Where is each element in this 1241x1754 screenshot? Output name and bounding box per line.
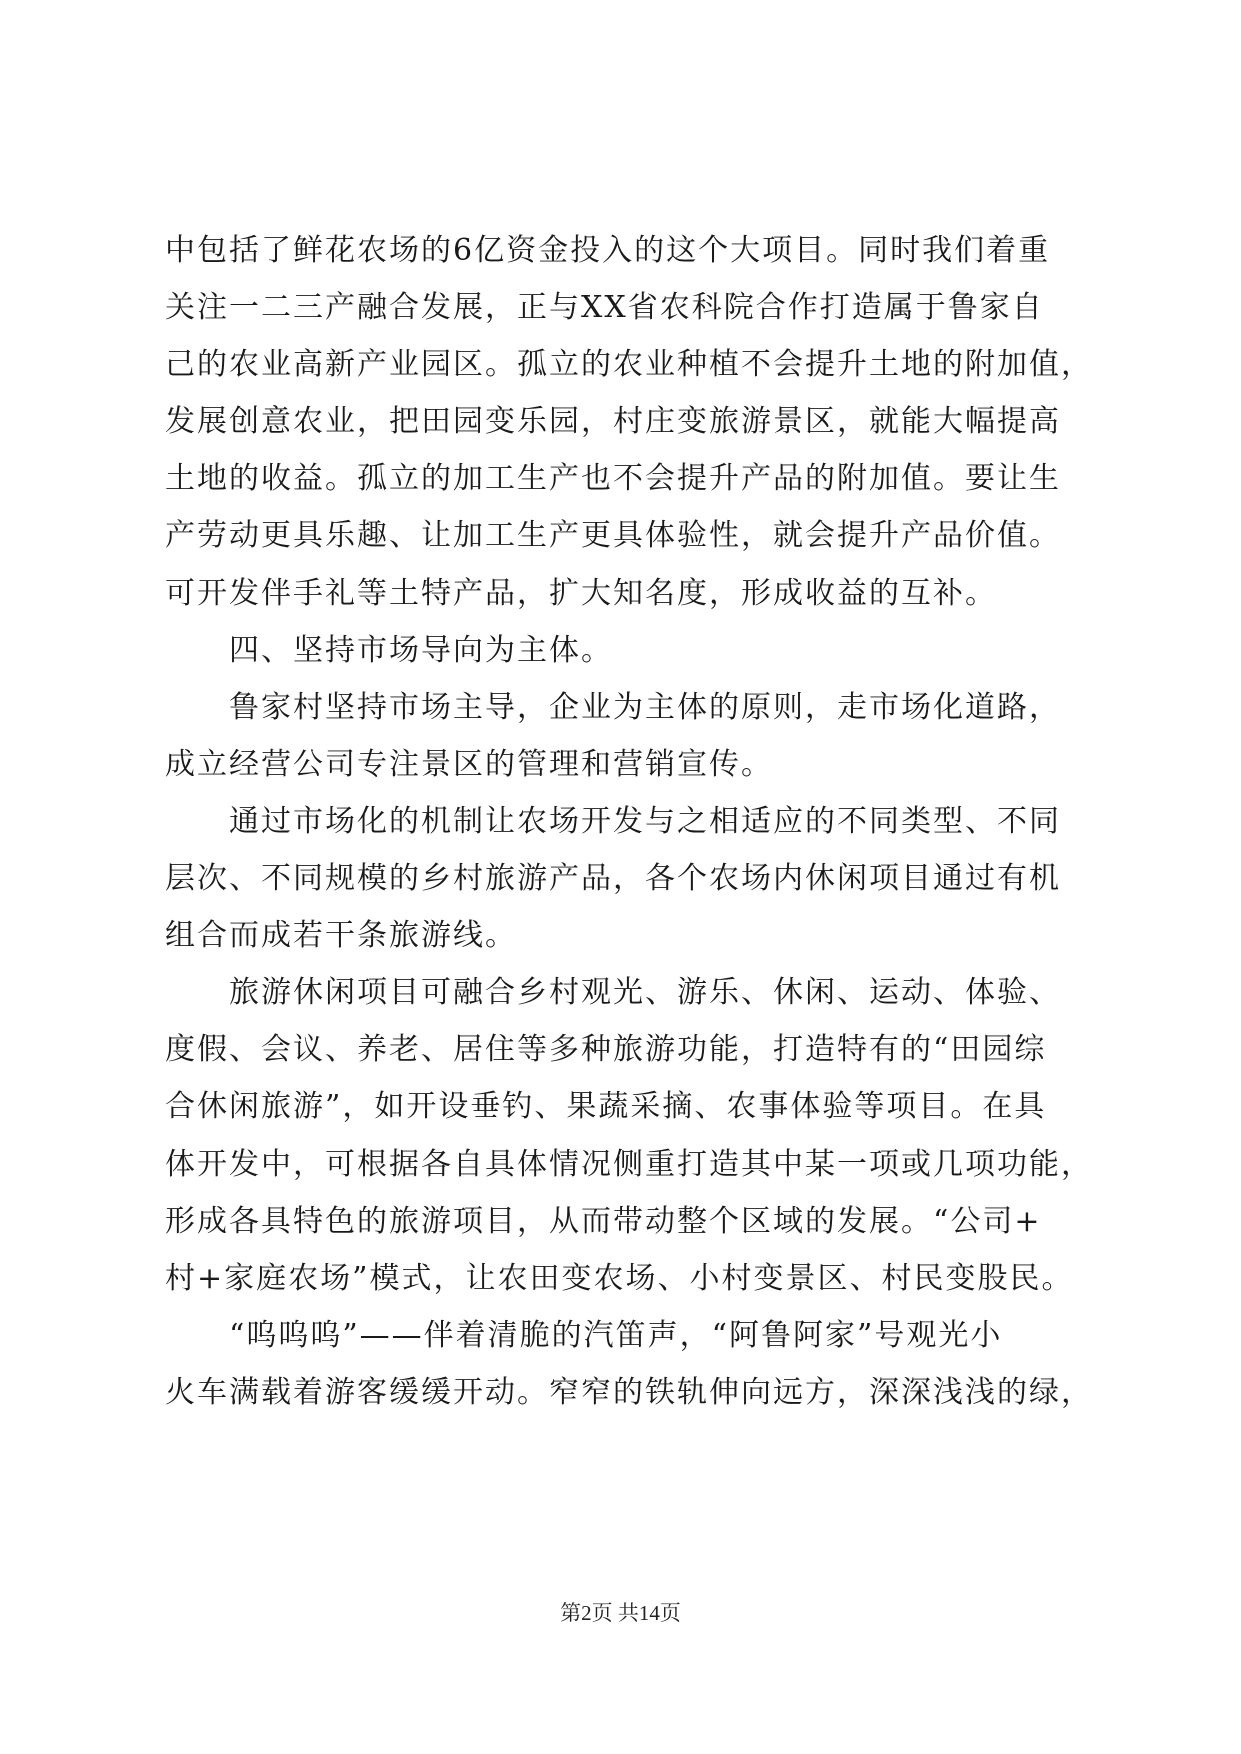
text-line: 鲁家村坚持市场主导，企业为主体的原则，走市场化道路， — [229, 689, 1061, 725]
text-line: 组合而成若干条旅游线。 — [165, 918, 517, 954]
text-line: 产劳动更具乐趣、让加工生产更具体验性，就会提升产品价值。 — [165, 518, 1061, 554]
text-line: 通过市场化的机制让农场开发与之相适应的不同类型、不同 — [229, 803, 1061, 839]
text-line: 体开发中，可根据各自具体情况侧重打造其中某一项或几项功能， — [165, 1146, 1093, 1182]
text-line: 土地的收益。孤立的加工生产也不会提升产品的附加值。要让生 — [165, 461, 1061, 497]
text-line: 合休闲旅游”，如开设垂钓、果蔬采摘、农事体验等项目。在具 — [165, 1089, 1047, 1125]
text-line: 火车满载着游客缓缓开动。窄窄的铁轨伸向远方，深深浅浅的绿， — [165, 1374, 1093, 1410]
text-line: 形成各具特色的旅游项目，从而带动整个区域的发展。“公司+ — [165, 1203, 1042, 1239]
document-body — [165, 222, 1125, 1421]
text-line: 村+家庭农场”模式，让农田变农场、小村变景区、村民变股民。 — [165, 1260, 1074, 1296]
text-line: 层次、不同规模的乡村旅游产品，各个农场内休闲项目通过有机 — [165, 861, 1061, 897]
text-line: 发展创意农业，把田园变乐园，村庄变旅游景区，就能大幅提高 — [165, 404, 1061, 440]
text-line: 旅游休闲项目可融合乡村观光、游乐、休闲、运动、体验、 — [229, 975, 1061, 1011]
text-line: 关注一二三产融合发展，正与XX省农科院合作打造属于鲁家自 — [165, 290, 1044, 326]
text-line: “呜呜呜”——伴着清脆的汽笛声，“阿鲁阿家”号观光小 — [229, 1317, 1003, 1353]
text-line: 度假、会议、养老、居住等多种旅游功能，打造特有的“田园综 — [165, 1032, 1047, 1068]
text-line: 中包括了鲜花农场的6亿资金投入的这个大项目。同时我们着重 — [165, 233, 1051, 268]
page-footer: 第2页 共14页 — [560, 1601, 681, 1625]
text-line: 可开发伴手礼等土特产品，扩大知名度，形成收益的互补。 — [165, 575, 997, 611]
text-line: 己的农业高新产业园区。孤立的农业种植不会提升土地的附加值， — [165, 347, 1093, 383]
text-line: 成立经营公司专注景区的管理和营销宣传。 — [165, 746, 773, 782]
section-heading: 四、坚持市场导向为主体。 — [229, 632, 613, 668]
